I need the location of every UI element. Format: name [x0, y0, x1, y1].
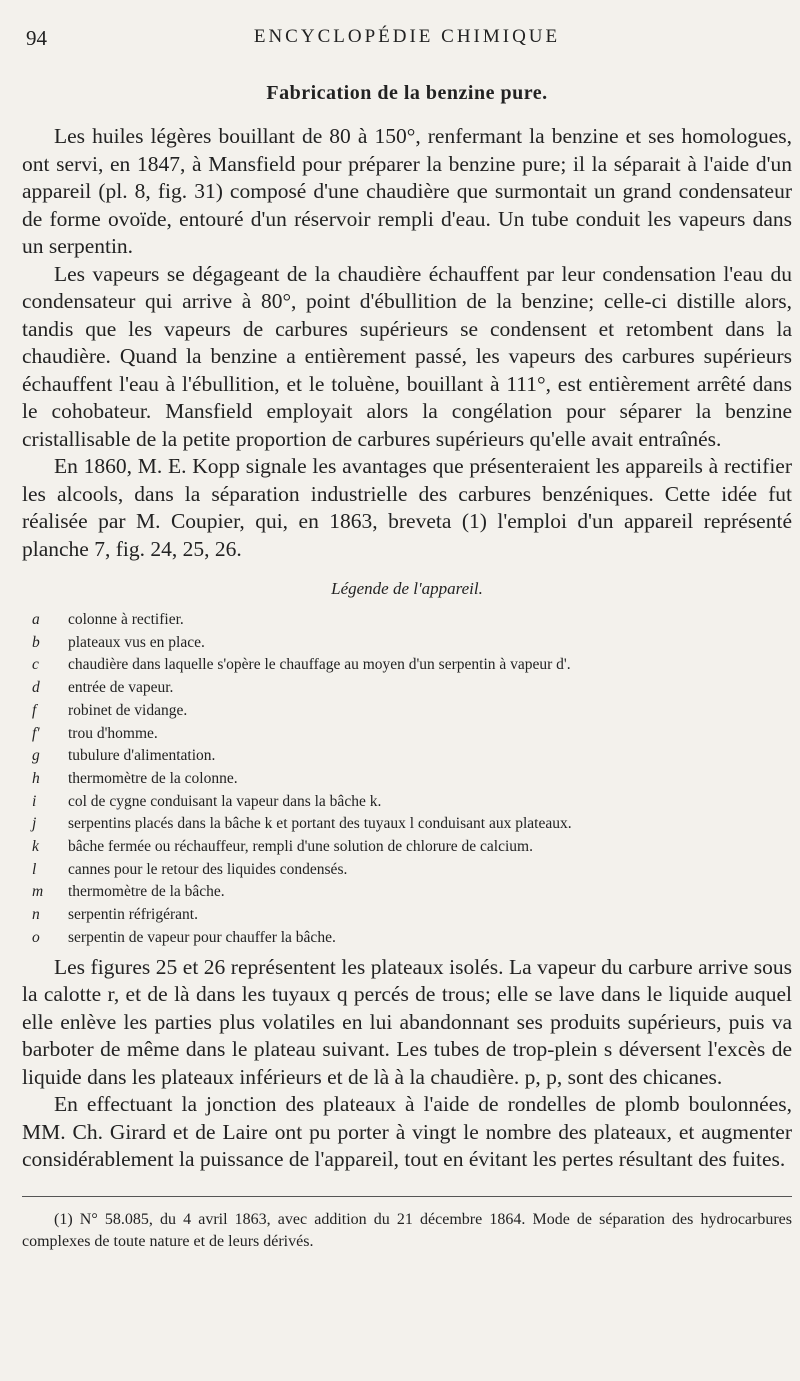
legend-item [22, 813, 792, 836]
legend-letter: h [32, 769, 40, 787]
legend-letter: o [32, 928, 40, 946]
legend-item [22, 745, 792, 768]
legend-letter: a [32, 611, 40, 628]
legend-letter: m [32, 883, 44, 901]
legend-letter: c [32, 656, 39, 674]
footnote: (1) N° 58.085, du 4 avril 1863, avec addition du 21 décembre 1864. Mode de séparation des hydrocarbures complexes de toute nature et de leurs dérivés. [22, 1210, 792, 1250]
legend-text: bâche fermée ou réchauffeur, rempli d'une solution de chlorure de calcium. [68, 838, 533, 856]
legend-text: serpentins placés dans la bâche k et portant des tuyaux l conduisant aux plateaux. [68, 815, 572, 833]
legend-text: thermomètre de la colonne. [68, 769, 238, 787]
page [22, 26, 792, 1253]
legend-item [22, 700, 792, 723]
legend-letter: j [32, 815, 37, 833]
footnote-divider [22, 1196, 792, 1197]
page-number: 94 [26, 26, 47, 50]
legend-item [22, 904, 792, 927]
legend-letter: f [32, 701, 37, 719]
legend-item [22, 927, 792, 950]
legend-text: robinet de vidange. [68, 701, 188, 719]
legend-letter: d [32, 679, 40, 697]
legend-item [22, 654, 792, 677]
legend-item [22, 768, 792, 791]
paragraph: Les figures 25 et 26 représentent les plateaux isolés. La vapeur du carbure arrive sous la calotte r, et de là dans les tuyaux q percés de trous; elle se lave dans le liquide auquel elle enlève les parties plus volatiles en lui abandonnant ses produits supérieurs, puis va barboter de même dans le plateau suivant. Les tubes de trop-plein s déversent l'excès de liquide dans les plateaux inférieurs et de là à la chaudière. p, p, sont des chicanes. [22, 954, 792, 1089]
legend-text: tubulure d'alimentation. [68, 747, 216, 765]
legend-text: serpentin réfrigérant. [68, 906, 198, 924]
legend-text: thermomètre de la bâche. [68, 883, 225, 901]
paragraph: Les vapeurs se dégageant de la chaudière échauffent par leur condensation l'eau du condensateur qui arrive à 80°, point d'ébullition de la benzine; celle-ci distille alors, tandis que les vapeurs de carbures supérieurs se condensent et retombent dans la chaudière. Quand la benzine a entièrement passé, les vapeurs des carbures supérieurs échauffent l'eau à l'ébullition, et le toluène, bouillant à 111°, est entièrement arrêté dans le cohobateur. Mansfield employait alors la congélation pour séparer la benzine cristallisable de la petite proportion de carbures supérieurs qu'elle avait entraînés. [22, 261, 792, 451]
legend-letter: f' [32, 724, 40, 742]
legend-item [22, 859, 792, 882]
legend-list [22, 609, 792, 950]
legend-item [22, 632, 792, 655]
legend-letter: g [32, 747, 40, 765]
legend-letter: b [32, 633, 40, 651]
legend-letter: k [32, 838, 39, 856]
legend-item [22, 836, 792, 859]
legend-text: plateaux vus en place. [68, 633, 205, 651]
legend-text: col de cygne conduisant la vapeur dans la bâche k. [68, 792, 382, 810]
legend-item [22, 723, 792, 746]
paragraph: En effectuant la jonction des plateaux à l'aide de rondelles de plomb boulonnées, MM. Ch. Girard et de Laire ont pu porter à vingt le nombre des plateaux, et augmenter considérablement la puissance de l'appareil, tout en évitant les pertes résultant des fuites. [22, 1092, 792, 1172]
paragraph: En 1860, M. E. Kopp signale les avantages que présenteraient les appareils à rectifier les alcools, dans la séparation industrielle des carbures benzéniques. Cette idée fut réalisée par M. Coupier, qui, en 1863, breveta (1) l'emploi d'un appareil représenté planche 7, fig. 24, 25, 26. [22, 454, 792, 561]
legend-item [22, 881, 792, 904]
legend-text: colonne à rectifier. [68, 611, 184, 628]
legend-text: cannes pour le retour des liquides condensés. [68, 860, 348, 878]
legend-item [22, 791, 792, 814]
legend-text: entrée de vapeur. [68, 679, 174, 697]
running-title: ENCYCLOPÉDIE CHIMIQUE [253, 26, 561, 47]
legend-text: trou d'homme. [68, 724, 158, 742]
legend-item [22, 677, 792, 700]
legend-letter: i [32, 792, 37, 810]
page-header [22, 26, 792, 56]
paragraph: Les huiles légères bouillant de 80 à 150°, renfermant la benzine et ses homologues, ont servi, en 1847, à Mansfield pour préparer la benzine pure; il la séparait à l'aide d'un appareil (pl. 8, fig. 31) composé d'une chaudière que surmontait un grand condensateur de forme ovoïde, entouré d'un réservoir rempli d'eau. Un tube conduit les vapeurs dans un serpentin. [22, 124, 792, 258]
section-title: Fabrication de la benzine pure. [266, 82, 548, 104]
legend-title: Légende de l'appareil. [331, 579, 483, 598]
legend-text: chaudière dans laquelle s'opère le chauffage au moyen d'un serpentin à vapeur d'. [68, 656, 571, 674]
legend-letter: l [32, 860, 37, 878]
legend-text: serpentin de vapeur pour chauffer la bâche. [68, 928, 336, 946]
legend-letter: n [32, 906, 40, 924]
legend-item [22, 609, 792, 632]
